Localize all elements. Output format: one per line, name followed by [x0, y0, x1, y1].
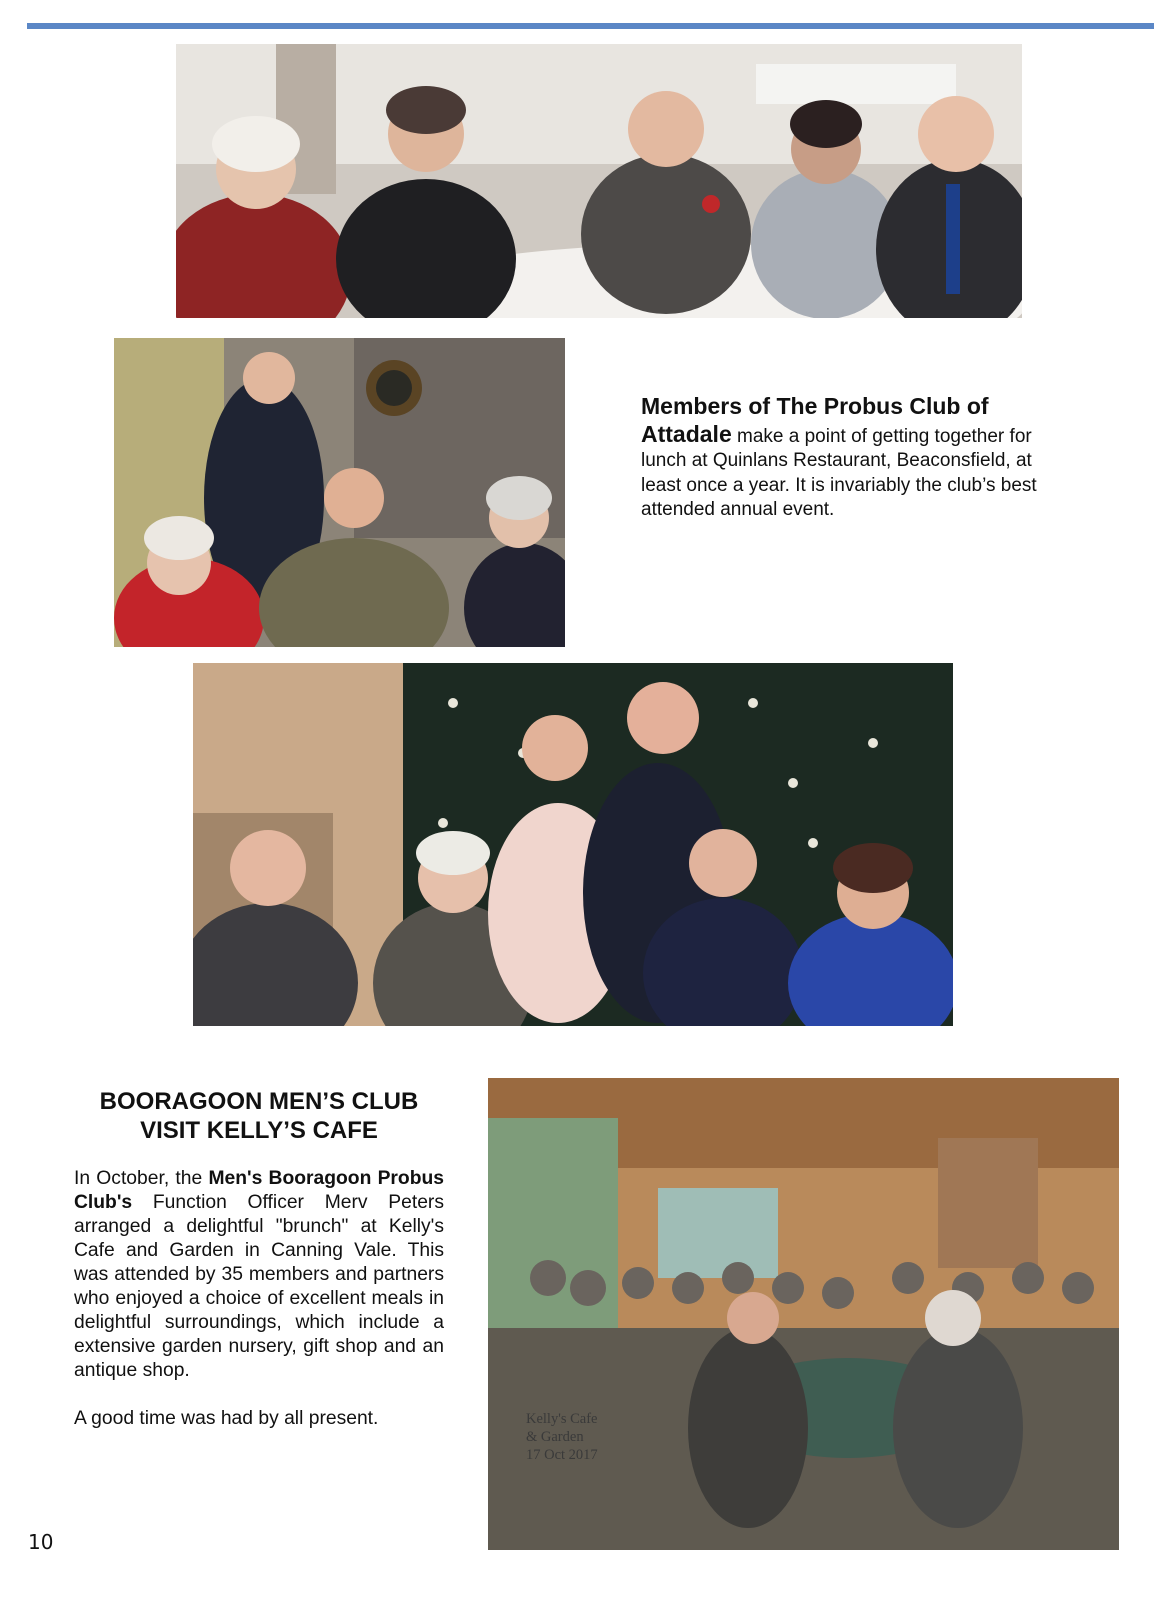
members-photo-3	[193, 663, 953, 1026]
club-name: Men's Booragoon Probus Club's	[74, 1168, 444, 1213]
page-number: 10	[28, 1530, 54, 1554]
article-paragraph	[74, 1167, 444, 1383]
caption-text: make a point of getting together for lunch at Quinlans Restaurant, Beaconsfield, at least once a year. It is invariably the club’s best attended annual event.	[641, 425, 1037, 520]
caption-lead: Members of The Probus Club of Attadale	[641, 393, 989, 447]
heading-line: VISIT KELLY’S CAFE	[140, 1117, 378, 1144]
photo-caption	[641, 394, 1061, 523]
text-span: In October, the	[74, 1168, 209, 1189]
stamp-line: 17 Oct 2017	[526, 1447, 598, 1463]
stamp-line: Kelly's Cafe	[526, 1411, 598, 1427]
heading-line: BOORAGOON MEN’S CLUB	[99, 1088, 419, 1115]
kellys-cafe-photo	[488, 1078, 1119, 1550]
article-paragraph: A good time was had by all present.	[74, 1408, 379, 1429]
top-rule	[27, 23, 1154, 29]
photo-caption-stamp	[526, 1410, 646, 1464]
text-span: Function Officer Merv Peters arranged a delightful "brunch" at Kelly's Cafe and Garden in Canning Vale. This was attended by 35 members and partners who enjoyed a choice of excellent meals in delightful surroundings, which include a extensive garden nursery, gift shop and an antique shop.	[74, 1192, 444, 1381]
stamp-line: & Garden	[526, 1429, 584, 1445]
article-heading	[74, 1087, 444, 1145]
lunch-table-photo	[176, 44, 1022, 318]
members-photo-2	[114, 338, 565, 647]
article-body	[74, 1167, 444, 1431]
